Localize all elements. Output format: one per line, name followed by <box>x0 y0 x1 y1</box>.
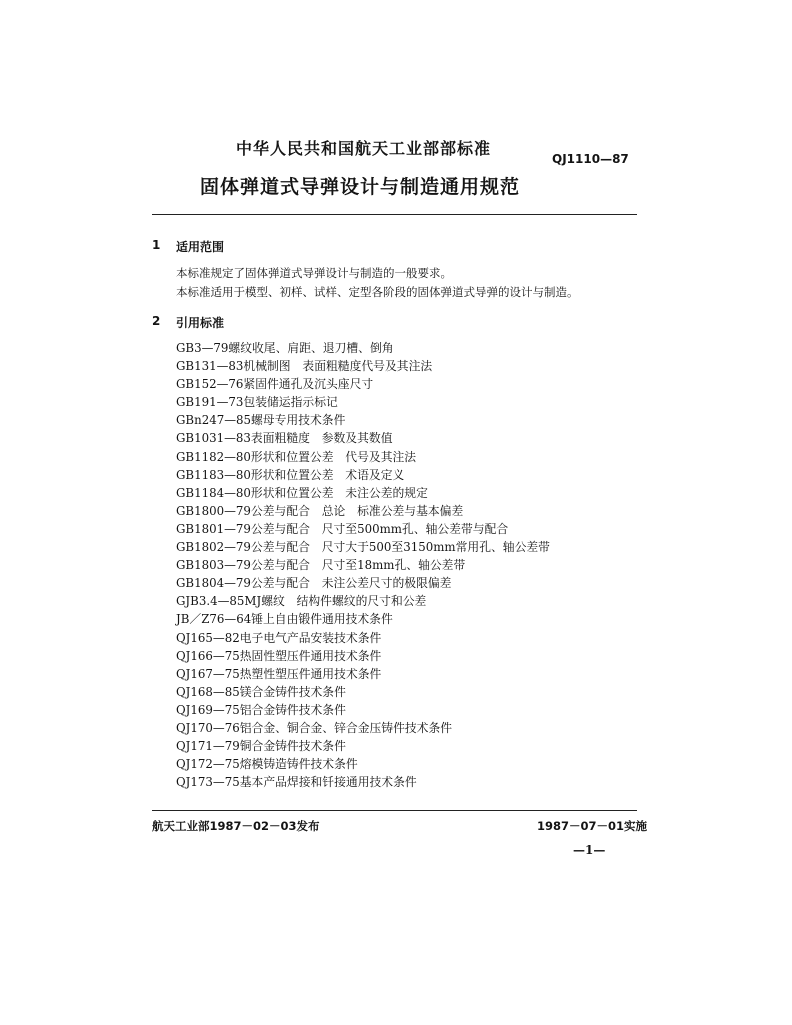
reference-item: QJ166—75热固性塑压件通用技术条件 <box>176 648 382 663</box>
section-1-paragraph: 本标准规定了固体弹道式导弹设计与制造的一般要求。 <box>176 266 452 280</box>
reference-item: GB1184—80形状和位置公差 未注公差的规定 <box>176 485 428 500</box>
reference-item: QJ172—75熔模铸造铸件技术条件 <box>176 757 358 772</box>
reference-item: GB1800—79公差与配合 总论 标准公差与基本偏差 <box>176 503 464 518</box>
reference-item: JB／Z76—64锤上自由锻件通用技术条件 <box>176 612 393 627</box>
footer-divider <box>152 810 637 811</box>
reference-item: QJ167—75热塑性塑压件通用技术条件 <box>176 666 382 681</box>
reference-item: GJB3.4—85MJ螺纹 结构件螺纹的尺寸和公差 <box>176 594 427 609</box>
reference-item: GB1182—80形状和位置公差 代号及其注法 <box>176 449 417 464</box>
reference-item: GB131—83机械制图 表面粗糙度代号及其注法 <box>176 359 433 374</box>
standard-code: QJ1110—87 <box>552 152 629 166</box>
reference-item: GB152—76紧固件通孔及沉头座尺寸 <box>176 377 374 392</box>
reference-item: GB191—73包装储运指示标记 <box>176 395 338 410</box>
reference-item: QJ169—75铝合金铸件技术条件 <box>176 702 346 717</box>
section-1-title: 适用范围 <box>176 240 225 254</box>
section-2-title: 引用标准 <box>176 316 225 330</box>
reference-item: GB1804—79公差与配合 未注公差尺寸的极限偏差 <box>176 576 452 591</box>
reference-item: GB1802—79公差与配合 尺寸大于500至3150mm常用孔、轴公差带 <box>176 540 550 555</box>
reference-item: QJ173—75基本产品焊接和钎接通用技术条件 <box>176 775 417 790</box>
issuing-organization: 中华人民共和国航天工业部部标准 <box>236 139 492 158</box>
header-divider <box>152 214 637 215</box>
reference-item: GB1801—79公差与配合 尺寸至500mm孔、轴公差带与配合 <box>176 521 509 536</box>
reference-item: GBn247—85螺母专用技术条件 <box>176 413 346 428</box>
section-1-number: 1 <box>152 238 161 252</box>
section-1-paragraph: 本标准适用于模型、初样、试样、定型各阶段的固体弹道式导弹的设计与制造。 <box>176 285 579 299</box>
reference-item: QJ171—79铜合金铸件技术条件 <box>176 739 346 754</box>
reference-item: GB1183—80形状和位置公差 术语及定义 <box>176 467 405 482</box>
reference-item: QJ168—85镁合金铸件技术条件 <box>176 684 346 699</box>
reference-item: GB3—79螺纹收尾、肩距、退刀槽、倒角 <box>176 341 394 355</box>
reference-item: QJ170—76铝合金、铜合金、锌合金压铸件技术条件 <box>176 720 453 735</box>
page-number: —1— <box>573 843 606 857</box>
reference-item: GB1031—83表面粗糙度 参数及其数值 <box>176 431 393 446</box>
reference-standards-list <box>176 339 550 791</box>
document-title: 固体弹道式导弹设计与制造通用规范 <box>200 176 521 198</box>
section-2-number: 2 <box>152 314 161 328</box>
reference-item: GB1803—79公差与配合 尺寸至18mm孔、轴公差带 <box>176 558 466 573</box>
effective-date: 1987－07－01实施 <box>537 819 648 833</box>
issue-date: 航天工业部1987－02－03发布 <box>152 819 320 833</box>
reference-item: QJ165—82电子电气产品安装技术条件 <box>176 630 382 645</box>
